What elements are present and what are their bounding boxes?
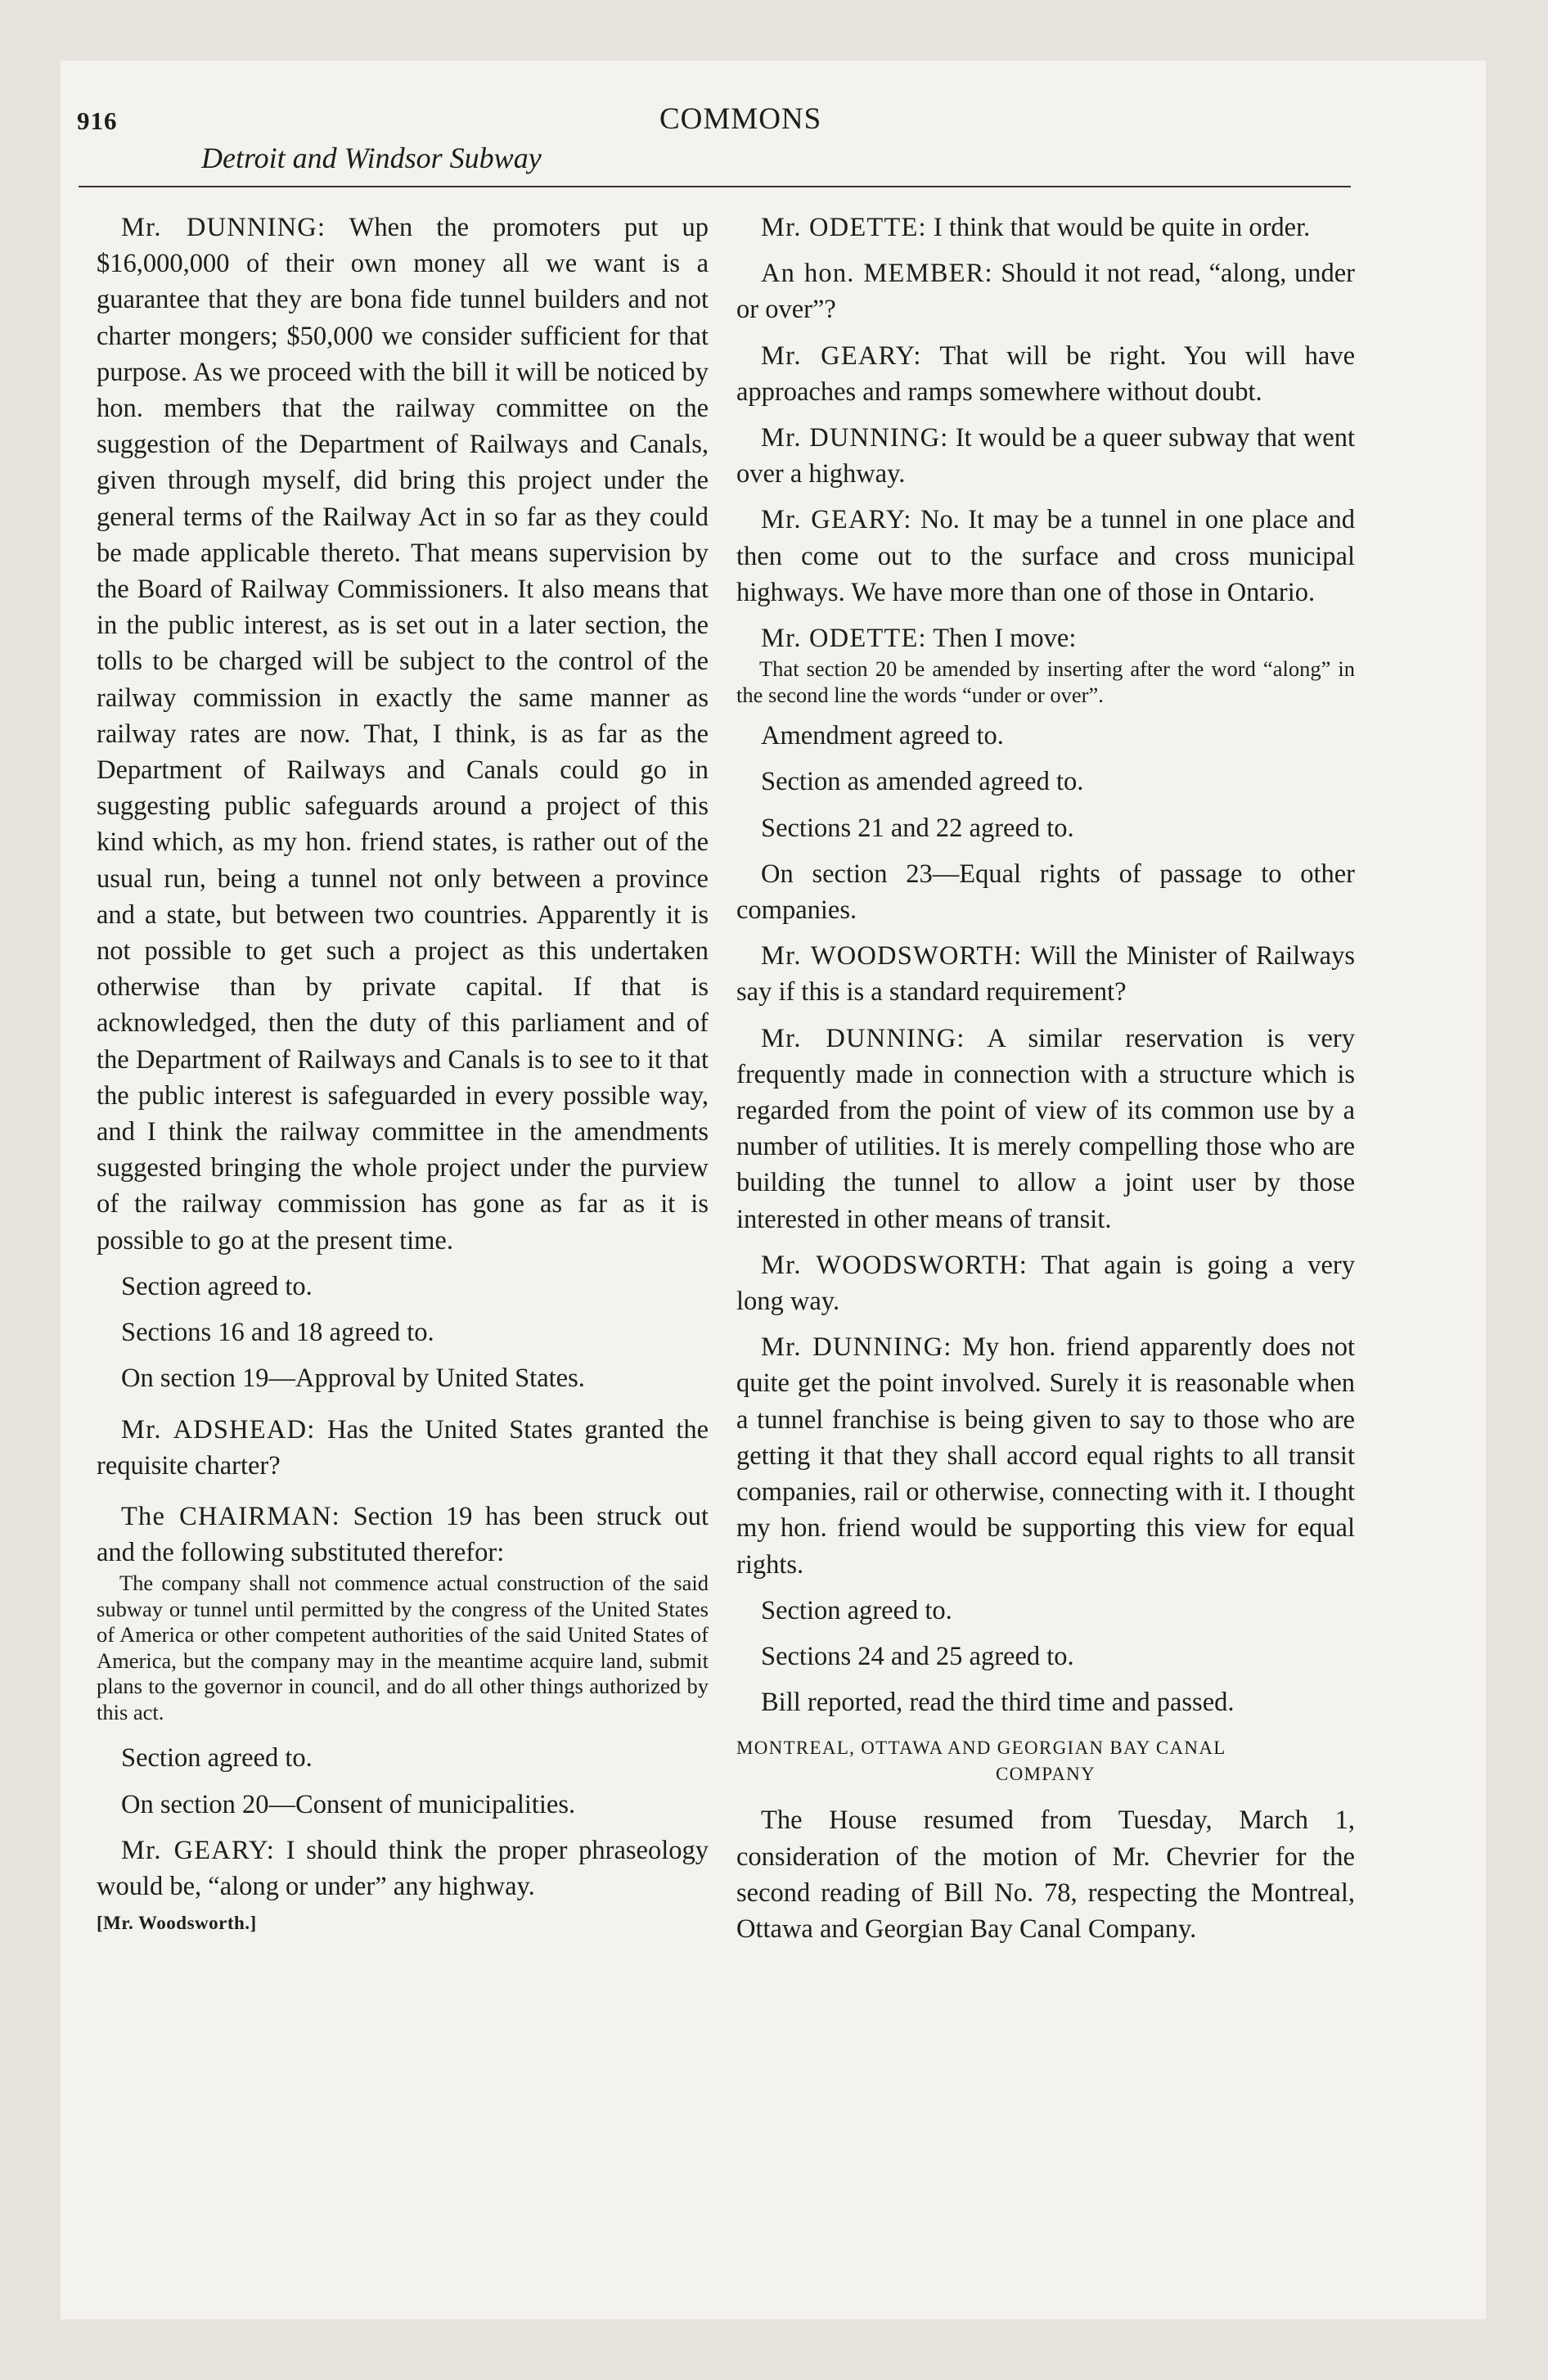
paragraph [97,1499,709,1571]
paragraph [736,620,1355,656]
paragraph [736,255,1355,327]
speech-text: Has the United States granted the requisite charter? [97,1414,709,1481]
paragraph: Sections 16 and 18 agreed to. [121,1318,434,1348]
speaker-name: Mr. DUNNING: [761,1332,952,1363]
paragraph: Section agreed to. [121,1743,313,1774]
paragraph: The House resumed from Tuesday, March 1, consideration of the motion of Mr. Chevrier for the second reading of Bill No. 78, respecting the Montreal, Ottawa and Georgian Bay Canal Company. [736,1805,1355,1944]
paragraph [736,210,1355,246]
speaker-name: Mr. WOODSWORTH: [761,941,1023,971]
page-subtitle: Detroit and Windsor Subway [201,142,542,174]
speech-text: It would be a queer subway that went over a highway. [736,423,1355,489]
speech-text: That again is going a very long way. [736,1250,1355,1317]
paragraph [736,1329,1355,1582]
speech-text: A similar reservation is very frequently made in connection with a structure which is regarded from the point of view of its common use by a number of utilities. It is merely compelling those who are building the tunnel to allow a joint user by those interested in other means of transit. [736,1023,1355,1234]
speaker-name: Mr. GEARY: [121,1835,275,1865]
paragraph: Section agreed to. [121,1271,313,1301]
speech-text: I should think the proper phraseology would be, “along or under” any highway. [97,1835,709,1901]
quoted-amendment: The company shall not commence actual construction of the said subway or tunnel until permitted by the congress of the United States of America or other competent authorities of the said United States of America, but the company may in the meantime acquire land, submit plans to the governor in council, and do all other things authorized by this act. [97,1571,709,1724]
paragraph [736,938,1355,1010]
speaker-name: Mr. DUNNING: [761,423,949,453]
page-number: 916 [77,106,118,135]
header-divider [79,186,1351,187]
paragraph [736,1247,1355,1319]
speech-text: Section 19 has been struck out and the following substituted therefor: [97,1501,709,1568]
speech-text: That will be right. You will have approaches and ramps somewhere without doubt. [736,340,1355,407]
speech-text: When the promoters put up $16,000,000 of their own money all we want is a guarantee that they are bona fide tunnel builders and not charter mongers; $50,000 we consider sufficient for that purpose. As we proceed with the bill it will be noticed by hon. members that the railway committee on the suggestion of the Department of Railways and Canals, given through myself, did bring this project under the general terms of the Railway Act in so far as they could be made applicable thereto. That means supervision by the Board of Railway Commissioners. It also means that in the public interest, as is set out in a later section, the tolls to be charged will be subject to the control of the railway commission in exactly the same manner as railway rates are now. That, I think, is as far as the Department of Railways and Canals could go in suggesting public safeguards around a project of this kind which, as my hon. friend states, is rather out of the usual run, being a tunnel not only between a province and a state, but between two countries. Apparently it is not possible to get such a project as this undertaken otherwise than by private capital. If that is acknowledged, then the duty of this parliament and of the Department of Railways and Canals is to see to it that the public interest is safeguarded in every possible way, and I think the railway committee in the amendments suggested bringing the whole project under the purview of the railway commission has gone as far as it is possible to go at the present time. [97,213,709,1255]
footer-note: [Mr. Woodsworth.] [97,1913,257,1934]
speech-text: My hon. friend apparently does not quite get the point involved. Surely it is reasonable when a tunnel franchise is being given to say to those who are getting it that they shall accord equal rights to all transit companies, rail or otherwise, connecting with it. I thought my hon. friend would be supporting this view for equal rights. [736,1332,1355,1580]
paragraph: Sections 24 and 25 agreed to. [761,1641,1074,1671]
paragraph: Bill reported, read the third time and passed. [761,1688,1235,1718]
paragraph [736,338,1355,410]
right-column [736,210,1355,1947]
paragraph [736,420,1355,492]
speech-text: Then I move: [926,624,1077,654]
paragraph: Section as amended agreed to. [761,767,1084,797]
paragraph [97,1832,709,1904]
section-heading: MONTREAL, OTTAWA AND GEORGIAN BAY CANAL [736,1738,1226,1759]
section-heading-line-2: COMPANY [995,1764,1096,1785]
paragraph [736,502,1355,611]
speech-text: No. It may be a tunnel in one place and then come out to the surface and cross municipal highways. We have more than one of those in Ontario. [736,505,1356,607]
speaker-name: Mr. ODETTE: [761,213,927,242]
left-column [97,210,709,1934]
speaker-name: The CHAIRMAN: [121,1501,340,1531]
speaker-name: Mr. DUNNING: [121,213,326,242]
paragraph: Section agreed to. [761,1595,952,1625]
speaker-name: Mr. ODETTE: [761,624,927,654]
paragraph: Sections 21 and 22 agreed to. [761,813,1074,843]
speaker-name: Mr. GEARY: [761,340,922,371]
speaker-name: Mr. GEARY: [761,505,912,535]
speech-text: Will the Minister of Railways say if this is a standard requirement? [736,941,1355,1007]
speech-text: Should it not read, “along, under or over”? [736,259,1355,325]
paragraph [97,210,709,1259]
paragraph: On section 23—Equal rights of passage to other companies. [736,859,1355,926]
running-title: COMMONS [659,102,822,136]
quoted-motion: That section 20 be amended by inserting after the word “along” in the second line the words “under or over”. [736,656,1355,707]
speech-text: I think that would be quite in order. [926,213,1311,242]
paragraph: On section 19—Approval by United States. [121,1364,585,1394]
speaker-name: Mr. DUNNING: [761,1023,965,1053]
speaker-name: Mr. ADSHEAD: [121,1414,316,1445]
speaker-name: An hon. MEMBER: [761,259,993,289]
paragraph [97,1412,709,1484]
paragraph: On section 20—Consent of municipalities. [121,1789,576,1819]
speaker-name: Mr. WOODSWORTH: [761,1250,1028,1280]
paragraph [736,1021,1355,1237]
paragraph: Amendment agreed to. [761,721,1004,751]
